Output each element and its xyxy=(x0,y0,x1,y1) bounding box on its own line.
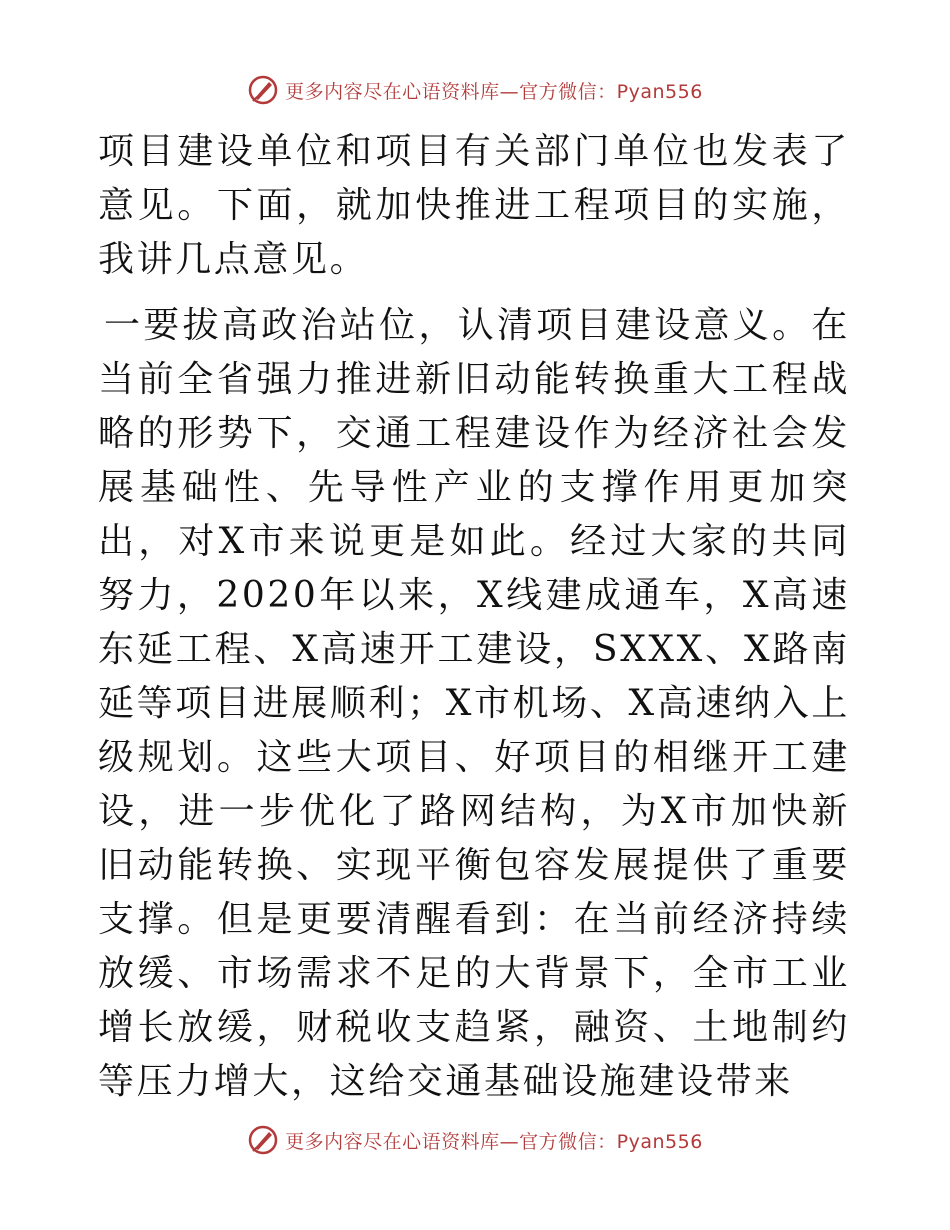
paragraph: 一要拔高政治站位，认清项目建设意义。在当前全省强力推进新旧动能转换重大工程战略的形势下，交通工程建设作为经济社会发展基础性、先导性产业的支撑作用更加突出，对X市来说更是如此。经过大家的共同努力，2020年以来，X线建成通车，X高速东延工程、X高速开工建设，SXXX、X路南延等项目进展顺利；X市机场、X高速纳入上级规划。这些大项目、好项目的相继开工建设，进一步优化了路网结构，为X市加快新旧动能转换、实现平衡包容发展提供了重要支撑。但是更要清醒看到：在当前经济持续放缓、市场需求不足的大背景下，全市工业增长放缓，财税收支趋紧，融资、土地制约等压力增大，这给交通基础设施建设带来 xyxy=(98,305,850,1102)
watermark-text: 更多内容尽在心语资料库—官方微信：Pyan556 xyxy=(285,80,703,103)
document-body xyxy=(98,125,850,1109)
footer-watermark xyxy=(0,1122,950,1158)
paragraph: 项目建设单位和项目有关部门单位也发表了意见。下面，就加快推进工程项目的实施，我讲几点意见。 xyxy=(98,131,850,280)
quill-pen-logo-icon xyxy=(247,74,279,106)
quill-pen-logo-icon xyxy=(247,1124,279,1156)
header-watermark xyxy=(0,72,950,108)
watermark-text: 更多内容尽在心语资料库—官方微信：Pyan556 xyxy=(285,1130,703,1153)
